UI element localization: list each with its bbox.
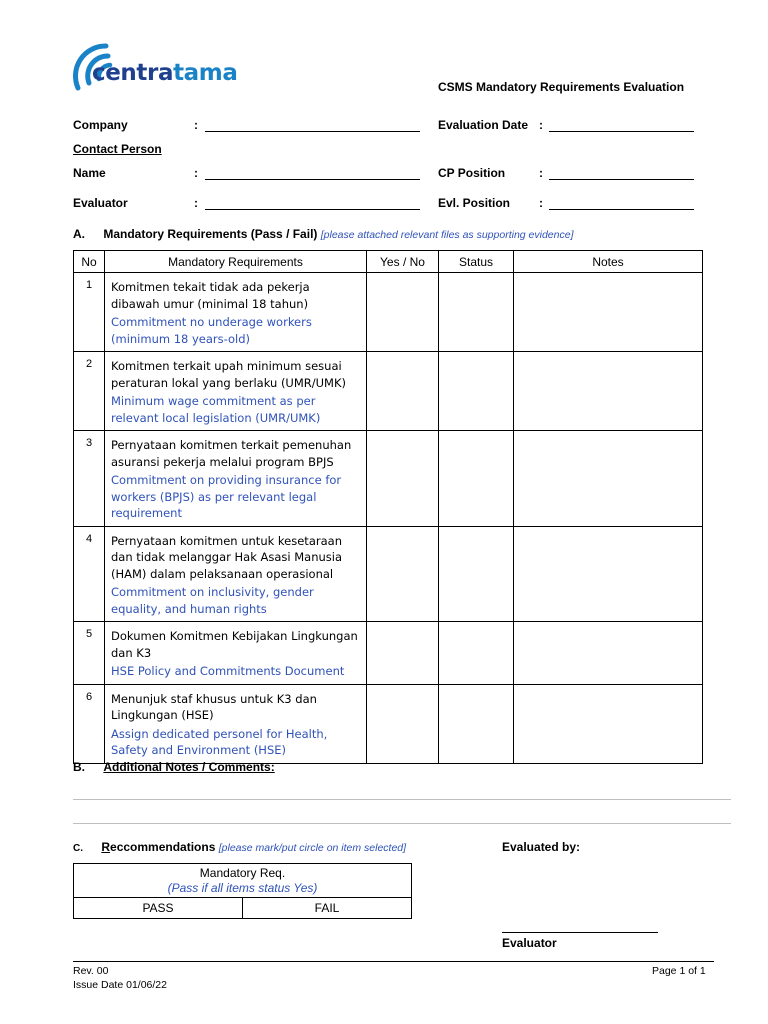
- header-requirements: Mandatory Requirements: [105, 251, 367, 273]
- requirement-text-id: Pernyataan komitmen terkait pemenuhan asuransi pekerja melalui program BPJS: [111, 438, 352, 469]
- section-c-heading: [73, 840, 406, 854]
- notes-line[interactable]: [73, 823, 731, 824]
- yes-no-cell[interactable]: [367, 526, 439, 622]
- evl-position-colon: :: [539, 196, 543, 210]
- table-row: [74, 526, 703, 622]
- section-b-letter: B.: [73, 760, 85, 774]
- requirement-text-en: Minimum wage commitment as per relevant local legislation (UMR/UMK): [111, 394, 321, 425]
- evl-position-label: Evl. Position: [438, 196, 511, 210]
- evaluator-label: Evaluator: [73, 196, 128, 210]
- notes-cell[interactable]: [514, 526, 703, 622]
- requirement-cell: [105, 684, 367, 763]
- table-row: [74, 273, 703, 352]
- evaluator-field[interactable]: [205, 209, 420, 210]
- section-c-title: [101, 840, 215, 854]
- section-c-note: [please mark/put circle on item selected]: [218, 842, 407, 854]
- table-row: [74, 431, 703, 527]
- recommendation-options-row: [74, 898, 412, 919]
- evaluated-by-label: Evaluated by:: [502, 840, 581, 854]
- evaluator-signature-line[interactable]: [502, 932, 658, 933]
- page-number: Page 1 of 1: [652, 965, 706, 977]
- recommendation-title-cell: [74, 864, 412, 898]
- document-title: CSMS Mandatory Requirements Evaluation: [438, 80, 685, 94]
- requirement-cell: [105, 273, 367, 352]
- section-a-letter: A.: [73, 227, 85, 241]
- table-row: [74, 684, 703, 763]
- issue-date: Issue Date 01/06/22: [73, 979, 167, 991]
- yes-no-cell[interactable]: [367, 352, 439, 431]
- row-number: 4: [74, 526, 105, 622]
- company-label: Company: [73, 118, 128, 132]
- cp-position-field[interactable]: [549, 179, 694, 180]
- evaluation-date-colon: :: [539, 118, 543, 132]
- section-b-title: Additional Notes / Comments:: [103, 760, 275, 774]
- notes-cell[interactable]: [514, 352, 703, 431]
- requirement-text-id: Pernyataan komitmen untuk kesetaraan dan tidak melanggar Hak Asasi Manusia (HAM) dalam pelaksanaan operasional: [111, 533, 343, 581]
- status-cell[interactable]: [439, 684, 514, 763]
- row-number: 5: [74, 622, 105, 685]
- name-label: Name: [73, 166, 106, 180]
- recommendation-table: [73, 863, 412, 919]
- requirement-cell: [105, 431, 367, 527]
- table-row: [74, 622, 703, 685]
- notes-cell[interactable]: [514, 431, 703, 527]
- header-status: Status: [439, 251, 514, 273]
- section-a-heading: [73, 227, 574, 241]
- row-number: 2: [74, 352, 105, 431]
- header-yes-no: Yes / No: [367, 251, 439, 273]
- section-a-note: [please attached relevant files as supporting evidence]: [320, 229, 574, 241]
- yes-no-cell[interactable]: [367, 622, 439, 685]
- section-c-letter: C.: [73, 843, 83, 854]
- status-cell[interactable]: [439, 352, 514, 431]
- requirements-table: [73, 250, 703, 764]
- evaluation-date-field[interactable]: [549, 131, 694, 132]
- requirement-text-en: Commitment on providing insurance for workers (BPJS) as per relevant legal requirement: [111, 473, 342, 520]
- name-colon: :: [194, 166, 198, 180]
- requirement-text-id: Komitmen terkait upah minimum sesuai peraturan lokal yang berlaku (UMR/UMK): [111, 359, 347, 390]
- yes-no-cell[interactable]: [367, 273, 439, 352]
- fail-option[interactable]: FAIL: [243, 898, 412, 919]
- requirement-text-en: Commitment on inclusivity, gender equality, and human rights: [111, 585, 314, 616]
- logo-wordmark: centratama: [92, 60, 238, 86]
- revision-number: Rev. 00: [73, 965, 109, 977]
- pass-option[interactable]: PASS: [74, 898, 243, 919]
- cp-position-label: CP Position: [438, 166, 506, 180]
- table-header-row: [74, 251, 703, 273]
- section-a-title: Mandatory Requirements (Pass / Fail): [103, 227, 318, 241]
- footer-divider: [73, 961, 714, 962]
- yes-no-cell[interactable]: [367, 684, 439, 763]
- recommendation-title: Mandatory Req.: [199, 865, 286, 880]
- evaluator-colon: :: [194, 196, 198, 210]
- company-field[interactable]: [205, 131, 420, 132]
- recommendation-title-row: [74, 864, 412, 898]
- header-no: No: [74, 251, 105, 273]
- name-field[interactable]: [205, 179, 420, 180]
- row-number: 3: [74, 431, 105, 527]
- status-cell[interactable]: [439, 622, 514, 685]
- requirement-text-en: HSE Policy and Commitments Document: [111, 664, 345, 678]
- evaluator-signature-label: Evaluator: [502, 936, 557, 950]
- requirement-text-en: Assign dedicated personel for Health, Safety and Environment (HSE): [111, 726, 328, 757]
- yes-no-cell[interactable]: [367, 431, 439, 527]
- row-number: 1: [74, 273, 105, 352]
- company-colon: :: [194, 118, 198, 132]
- requirement-cell: [105, 622, 367, 685]
- evaluation-date-label: Evaluation Date: [438, 118, 529, 132]
- cp-position-colon: :: [539, 166, 543, 180]
- requirement-text-en: Commitment no underage workers (minimum 18 years-old): [111, 315, 312, 346]
- status-cell[interactable]: [439, 273, 514, 352]
- requirement-text-id: Dokumen Komitmen Kebijakan Lingkungan dan K3: [111, 629, 358, 660]
- requirement-text-id: Menunjuk staf khusus untuk K3 dan Lingkungan (HSE): [111, 691, 317, 722]
- status-cell[interactable]: [439, 431, 514, 527]
- notes-cell[interactable]: [514, 684, 703, 763]
- requirement-cell: [105, 526, 367, 622]
- status-cell[interactable]: [439, 526, 514, 622]
- requirement-cell: [105, 352, 367, 431]
- recommendation-subtitle: (Pass if all items status Yes): [167, 880, 318, 895]
- section-c-title-rest: eccommendations: [110, 840, 216, 854]
- row-number: 6: [74, 684, 105, 763]
- evl-position-field[interactable]: [549, 209, 694, 210]
- notes-line[interactable]: [73, 799, 731, 800]
- header-notes: Notes: [514, 251, 703, 273]
- requirement-text-id: Komitmen tekait tidak ada pekerja dibawah umur (minimal 18 tahun): [111, 280, 310, 311]
- section-c-title-first: R: [101, 840, 111, 854]
- section-b-heading: [73, 760, 275, 774]
- notes-cell[interactable]: [514, 273, 703, 352]
- company-logo: [72, 38, 252, 98]
- table-row: [74, 352, 703, 431]
- notes-cell[interactable]: [514, 622, 703, 685]
- contact-person-heading: Contact Person: [73, 142, 162, 156]
